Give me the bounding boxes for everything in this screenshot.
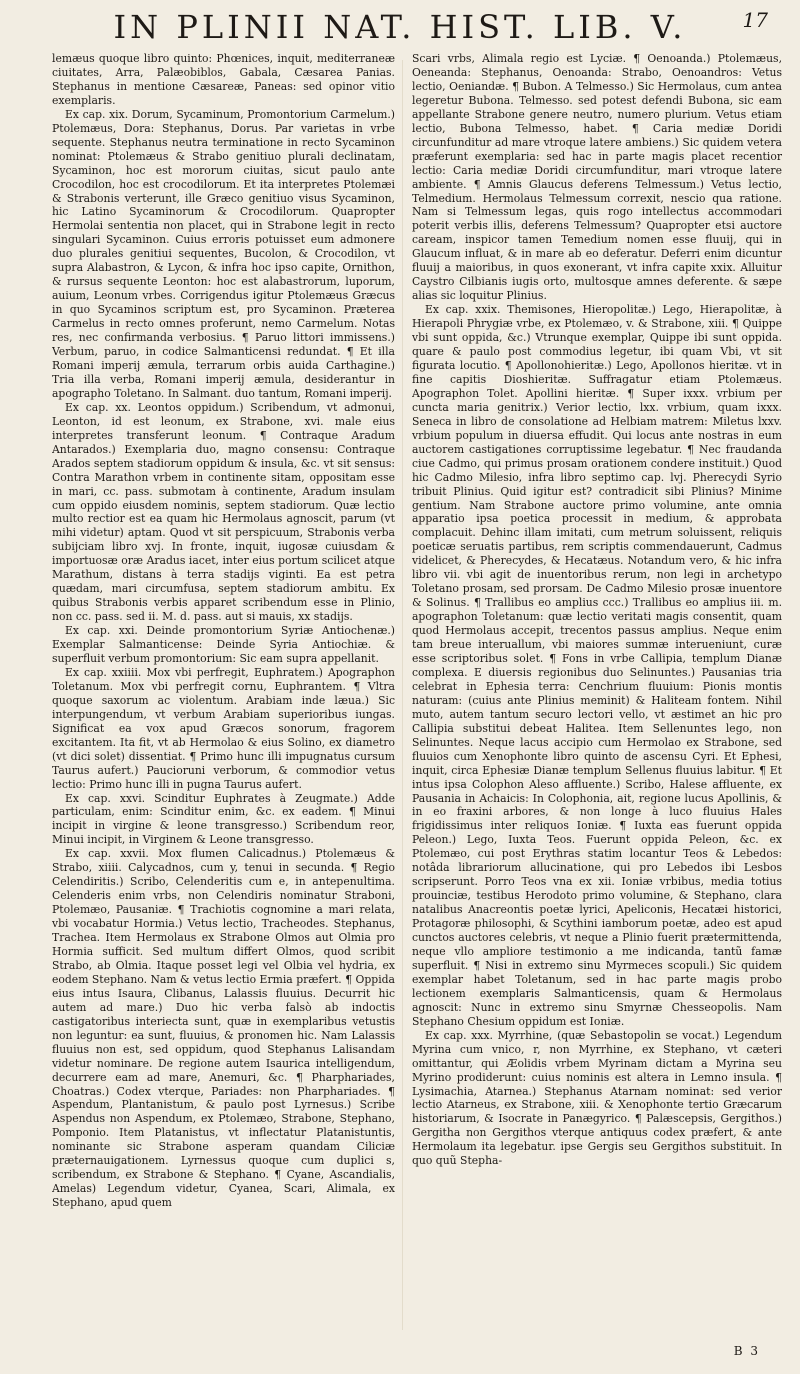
- paragraph: Scari vrbs, Alimala regio est Lyciæ. ¶ Oenoanda.) Ptolemæus, Oeneanda: Stephanus, Oenoanda: Strabo, Oenoandros: Vetus lectio, Oeniandæ. ¶ Bubon. A Telmesso.) Sic Hermolaus, cum antea legeretur Bubona. Telmesso. sed potest defendi Bubona, sic eam appellante Strabone genere neutro, numero plurium. Vetus etiam lectio, Bubona Telmesso, habet. ¶ Caria mediæ Doridi circunfunditur ad mare vtroque latere ambiens.) Sic quidem vetera præferunt exemplaria: sed hac in parte magis placet recentior lectio: Caria mediæ Doridi circumfunditur, mari vtroque latere ambiente. ¶ Amnis Glaucus deferens Telmessum.) Vetus lectio, Telmedium. Hermolaus Telmessum correxit, nescio qua ratione. Nam si Telmessum legas, quis rogo intellectus accommodari poterit verbis illis, deferens Telmessum? Quapropter etsi auctore caream, inspicor tamen Temedium nomen esse fluuij, qui in Glaucum influat, & in mare ab eo deferatur. Deferri enim dicuntur fluuij a maioribus, in quos exonerant, vt infra capite xxix. Alluitur Caystro Cilbianis iugis orto, multosque amnes deferente. & sæpe alias sic loquitur Plinius.: [412, 52, 782, 303]
- paragraph: Ex cap. xx. Leontos oppidum.) Scribendum, vt admonui, Leonton, id est leonum, ex Strabone, xvi. male eius interpretes transferunt leonum. ¶ Contraque Aradum Antarados.) Exemplaria duo, magno consensu: Contraque Arados septem stadiorum oppidum & insula, &c. vt sit sensus: Contra Marathon vrbem in continente sitam, oppositam esse in mari, cc. pass. submotam à continente, Aradum insulam cum oppido eiusdem nominis, septem stadiorum. Quæ lectio multo rectior est ea quam hic Hermolaus agnoscit, parum (vt mihi videtur) aptam. Quod vt sit perspicuum, Strabonis verba subijciam libro xvj. In fronte, inquit, iugosæ cuiusdam & importuosæ oræ Aradus iacet, inter eius portum scilicet atque Marathum, distans à terra stadijs viginti. Ea est petra quædam, mari circumfusa, septem stadiorum ambitu. Ex quibus Strabonis verbis apparet scribendum esse in Plinio, non cc. pass. sed ii. M. d. pass. aut si mauis, xx stadijs.: [52, 400, 395, 624]
- paragraph: Ex cap. xxiiii. Mox vbi perfregit, Euphratem.) Apographon Toletanum. Mox vbi perfregit cornu, Euphrantem. ¶ Vltra quoque saxorum ac violentum. Arabiam inde læua.) Sic interpungendum, vt verbum Arabiam superioribus iungas. Significat ea vox apud Græcos sonorum, fragorem excitantem. Ita fit, vt ab Hermolao & eius Solino, ex diametro (vt dici solet) dissentiat. ¶ Primo hunc illi impugnatus cursum Taurus aufert.) Paucioruni verborum, & commodior vetus lectio: Primo hunc illi in pugna Taurus aufert.: [52, 665, 395, 791]
- signature-mark: B 3: [733, 1344, 760, 1358]
- right-column: [412, 52, 782, 1342]
- left-column: [52, 52, 395, 1342]
- paragraph: lemæus quoque libro quinto: Phœnices, inquit, mediterraneæ ciuitates, Arra, Palæobiblos, Gabala, Cæsarea Panias. Stephanus in mentione Cæsareæ, Paneas: sed opinor vitio exemplaris.: [52, 52, 395, 107]
- paragraph: Ex cap. xix. Dorum, Sycaminum, Promontorium Carmelum.) Ptolemæus, Dora: Stephanus, Dorus. Par varietas in vrbe sequente. Stephanus neutra terminatione in recto Sycaminon nominat: Ptolemæus & Strabo genitiuo plurali declinatam, Sycaminon, hoc est mororum ciuitas, sicut paulo ante Crocodilon, hoc est crocodilorum. Et ita interpretes Ptolemæi & Strabonis verterunt, ille Græco genitiuo visus Sycaminon, hic Latino Sycaminorum & Crocodilorum. Quapropter Hermolai sententia non placet, qui in Strabone legit in recto singulari Sycaminon. Cuius erroris potuisset eum admonere duo plurales genitiui sequentes, Bucolon, & Crocodilon, vt supra Alabastron, & Lycon, & infra hoc ipso capite, Ornithon, & rursus sequente Leonton: hoc est alabastrorum, luporum, auium, Leonum vrbes. Corrigendus igitur Ptolemæus Græcus in quo Sycaminos scriptum est, pro Sycaminon. Præterea Carmelus in recto omnes proferunt, nemo Carmelum. Notas res, nec confirmanda verbosius. ¶ Paruo littori immissens.) Verbum, paruo, in codice Salmanticensi redundat. ¶ Et illa Romani imperij æmula, terrarum orbis auida Carthagine.) Tria illa verba, Romani imperij æmula, desiderantur in apographo Toletano. In Salmant. duo tantum, Romani imperij.: [52, 107, 395, 400]
- column-gutter: [402, 60, 403, 1330]
- running-head: [0, 6, 800, 48]
- paragraph: Ex cap. xxvi. Scinditur Euphrates à Zeugmate.) Adde particulam, enim: Scinditur enim, &c. ex eadem. ¶ Minui incipit in virgine & leone transgresso.) Scribendum reor, Minui incipit, in Virginem & Leone transgresso.: [52, 791, 395, 847]
- paragraph: Ex cap. xxix. Themisones, Hieropolitæ.) Lego, Hierapolitæ, à Hierapoli Phrygiæ vrbe, ex Ptolemæo, v. & Strabone, xiii. ¶ Quippe vbi sunt oppida, &c.) Vtrunque exemplar, Quippe ibi sunt oppida. quare & paulo post commodius legetur, ibi quam Vbi, vt sit figurata locutio. ¶ Apollonohieritæ.) Lego, Apollonos hieritæ. vt in fine capitis Dioshieritæ. Suffragatur etiam Ptolemæus. Apographon Tolet. Apollini hieritæ. ¶ Super ixxx. vrbium per cuncta maria genitrix.) Verior lectio, lxx. vrbium, quam ixxx. Seneca in libro de consolatione ad Helbiam matrem: Miletus lxxv. vrbium populum in diuersa effudit. Qui locus ante nostras in eum auctorem castigationes corruptissime legebatur. ¶ Nec fraudanda ciue Cadmo, qui primus prosam orationem condere instituit.) Quod hic Cadmo Milesio, infra libro septimo cap. lvj. Pherecydi Syrio tribuit Plinius. Quid igitur est? contradicit sibi Plinius? Minime gentium. Nam Strabone auctore primo volumine, ante omnia apparatio ipsa poetica processit in medium, & approbata complacuit. Dehinc illam imitati, cum metrum soluissent, reliquis poeticæ seruatis partibus, rem scriptis commendauerunt, Cadmus videlicet, & Pherecydes, & Hecatæus. Notandum vero, & hic infra libro vii. vbi agit de inuentoribus rerum, non legi in archetypo Toletano prosam, sed prorsam. De Cadmo Milesio prosæ inuentore & Solinus. ¶ Trallibus eo amplius ccc.) Trallibus eo amplius iii. m. apographon Toletanum: quæ lectio veritati magis consentit, quam quod Hermolaus accepit, trecentos passus amplius. Neque enim tam breue interuallum, vbi maiores summæ interueniunt, curæ esse scriptoribus solet. ¶ Fons in vrbe Callipia, templum Dianæ complexa. E diuersis regionibus duo Selinuntes.) Pausanias tria celebrat in Ephesia terra: Cenchrium fluuium: Pionis montis naturam: (cuius ante Plinius meminit) & Haliteam fontem. Nihil muto, autem tantum securo lectori vello, vt æstimet an hic pro Callipia substitui debeat Halitea. Item Sellenuntes lego, non Selinuntes. Neque lacus accipio cum Hermolao ex Strabone, sed fluuios cum Xenophonte libro quinto de ascensu Cyri. Et Ephesi, inquit, circa Ephesiæ Dianæ templum Sellenus fluuius labitur. ¶ Et intus ipsa Colophon Aleso affluente.) Scribo, Halese affluente, ex Pausania in Achaicis: In Colophonia, ait, regione lucus Apollinis, & in eo fraxini arbores, & non longe à luco fluuius Hales frigidissimus inter reliquos Ioniæ. ¶ Iuxta eas fuerunt oppida Peleon.) Lego, Iuxta Teos. Fuerunt oppida Peleon, &c. ex Ptolemæo, cui post Erythras statim locantur Teos & Lebedos: notâda librariorum allucinatione, qui pro Lebedos ibi Lesbos scripserunt. Porro Teos vna ex xii. Ioniæ vrbibus, media totius prouinciæ, testibus Herodoto primo volumine, & Stephano, clara natalibus Anacreontis poetæ lyrici, Apeliconis, Hecatæi historici, Protagoræ philosophi, & Scythini iamborum poetæ, adeo est apud cunctos auctores celebris, vt neque a Plinio fuerit prætermittenda, neque vllo ampliore testimonio a me indicanda, tantũ famæ superfluit. ¶ Nisi in extremo sinu Myrmeces scopuli.) Sic quidem exemplar habet Toletanum, sed in hac parte magis probo lectionem exemplaris Salmanticensis, quam & Hermolaus agnoscit: Nunc in extremo sinu Smyrnæ Chesseopolis. Nam Stephano Chesium oppidum est Ioniæ.: [412, 303, 782, 1028]
- running-title: IN PLINII NAT. HIST. LIB. V.: [113, 8, 687, 46]
- paragraph: Ex cap. xxvii. Mox flumen Calicadnus.) Ptolemæus & Strabo, xiiii. Calycadnos, cum y, tenui in secunda. ¶ Regio Celendiritis.) Scribo, Celenderitis cum e, in antepenultima. Celenderis enim vrbs, non Celendiris nominatur Straboni, Ptolemæo, Pausaniæ. ¶ Trachiotis cognomine a mari relata, vbi vocabatur Hormia.) Vetus lectio, Tracheodes. Stephanus, Trachea. Item Hermolaus ex Strabone Olmos aut Olmia pro Hormia sufficit. Sed multum differt Olmos, quod scribit Strabo, ab Olmia. Itaque posset legi vel Olbia vel hydria, ex eodem Stephano. Nam & vetus lectio Ermia præfert. ¶ Oppida eius intus Isaura, Clibanus, Lalassis fluuius. Decurrit hic autem ad mare.) Duo hic verba falsò ab indoctis castigatoribus interiecta sunt, quæ in exemplaribus vetustis non leguntur: ea sunt, fluuius, & pronomen hic. Nam Lalassis fluuius non est, sed oppidum, quod Stephanus Lalisandam videtur nominare. De regione autem Isaurica intelligendum, decurrere eam ad mare, Anemuri, &c. ¶ Pharphariades, Choatras.) Codex vterque, Pariades: non Pharphariades. ¶ Aspendum, Plantanistum, & paulo post Lyrnesus.) Scribe Aspendus non Aspendum, ex Ptolemæo, Strabone, Stephano, Pomponio. Item Platanistus, vt inflectatur Platanistuntis, nominante sic Strabone asperam quandam Ciliciæ præternauigationem. Lyrnessus quoque cum duplici s, scribendum, ex Strabone & Stephano. ¶ Cyane, Ascandialis, Amelas) Legendum videtur, Cyanea, Scari, Alimala, ex Stephano, apud quem: [52, 847, 395, 1210]
- page-number: 17: [742, 8, 768, 32]
- paragraph: Ex cap. xxx. Myrrhine, (quæ Sebastopolin se vocat.) Legendum Myrina cum vnico, r, non Myrrhine, ex Stephano, vt cæteri omittantur, qui Æolidis vrbem Myrinam dictam a Myrina seu Myrino prodiderunt: cuius nominis est altera in Lemno insula. ¶ Lysimachia, Atarnea.) Stephanus Atarnam nominat: sed verior lectio Atarneus, ex Strabone, xiii. & Xenophonte tertio Græcarum historiarum, & Isocrate in Panægyrico. ¶ Palæscepsis, Gergithos.) Gergitha non Gergithos vterque antiquus codex præfert, & ante Hermolaum ita legebatur. ipse Gergis seu Gergithos substituit. In quo quũ Stepha-: [412, 1028, 782, 1168]
- paragraph: Ex cap. xxi. Deinde promontorium Syriæ Antiochenæ.) Exemplar Salmanticense: Deinde Syria Antiochiæ. & superfluit verbum promontorium: Sic eam supra appellanit.: [52, 624, 395, 665]
